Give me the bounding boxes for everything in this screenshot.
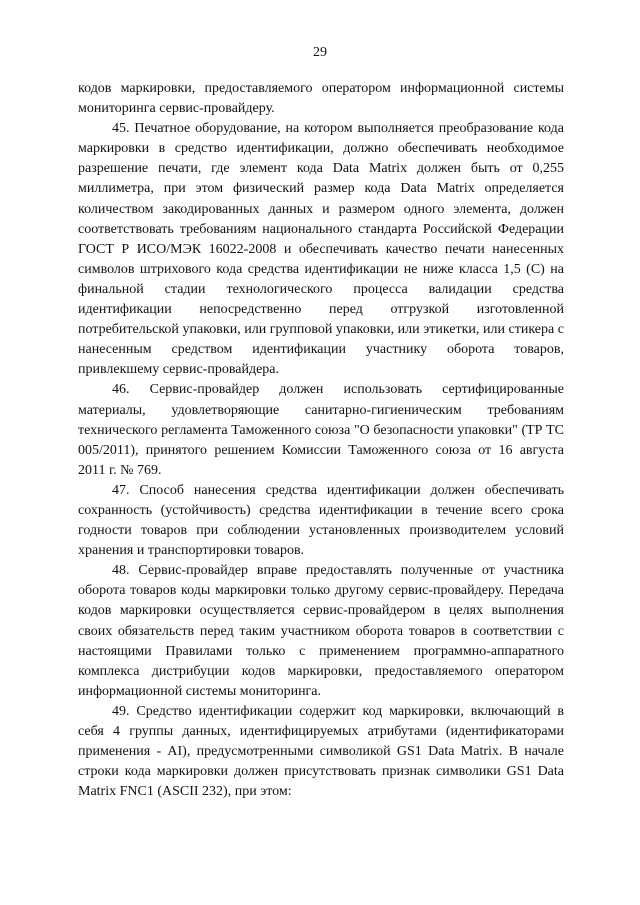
paragraph-48: 48. Сервис-провайдер вправе предоставлять полученные от участника оборота товаров коды маркировки только другому сервис-провайдеру. Передача кодов маркировки осуществляется сервис-провайдером в целях выполнения своих обязательств перед таким участником оборота товаров в соответствии с настоящими Правилами только с применением программно-аппаратного комплекса дистрибуции кодов маркировки, предоставляемого оператором информационной системы мониторинга.	[78, 563, 564, 699]
paragraph-47: 47. Способ нанесения средства идентификации должен обеспечивать сохранность (устойчивость) средства идентификации в течение всего срока годности товаров при соблюдении установленных производителем условий хранения и транспортировки товаров.	[78, 482, 564, 559]
body-text	[78, 79, 564, 802]
paragraph-45: 45. Печатное оборудование, на котором выполняется преобразование кода маркировки в средство идентификации, должно обеспечивать необходимое разрешение печати, где элемент кода Data Matrix должен быть от 0,255 миллиметра, при этом физический размер кода Data Matrix определяется количеством закодированных данных и размером одного элемента, должен соответствовать требованиям национального стандарта Российской Федерации ГОСТ Р ИСО/МЭК 16022-2008 и обеспечивать качество печати нанесенных символов штрихового кода средства идентификации не ниже класса 1,5 (C) на финальной стадии технологического процесса валидации средства идентификации непосредственно перед отгрузкой изготовленной потребительской упаковки, или групповой упаковки, или этикетки, или стикера с нанесенным средством идентификации участнику оборота товаров, привлекшему сервис-провайдера.	[78, 121, 564, 378]
paragraph-49: 49. Средство идентификации содержит код маркировки, включающий в себя 4 группы данных, идентифицируемых атрибутами (идентификаторами применения - AI), предусмотренными символикой GS1 Data Matrix. В начале строки кода маркировки должен присутствовать признак символики GS1 Data Matrix FNC1 (ASCII 232), при этом:	[78, 703, 564, 800]
paragraph-46: 46. Сервис-провайдер должен использовать сертифицированные материалы, удовлетворяющие санитарно-гигиеническим требованиям технического регламента Таможенного союза "О безопасности упаковки" (ТР ТС 005/2011), принятого решением Комиссии Таможенного союза от 16 августа 2011 г. № 769.	[78, 382, 564, 478]
paragraph-continuation: кодов маркировки, предоставляемого оператором информационной системы мониторинга сервис-провайдеру.	[78, 81, 564, 117]
page-number: 29	[313, 45, 327, 60]
